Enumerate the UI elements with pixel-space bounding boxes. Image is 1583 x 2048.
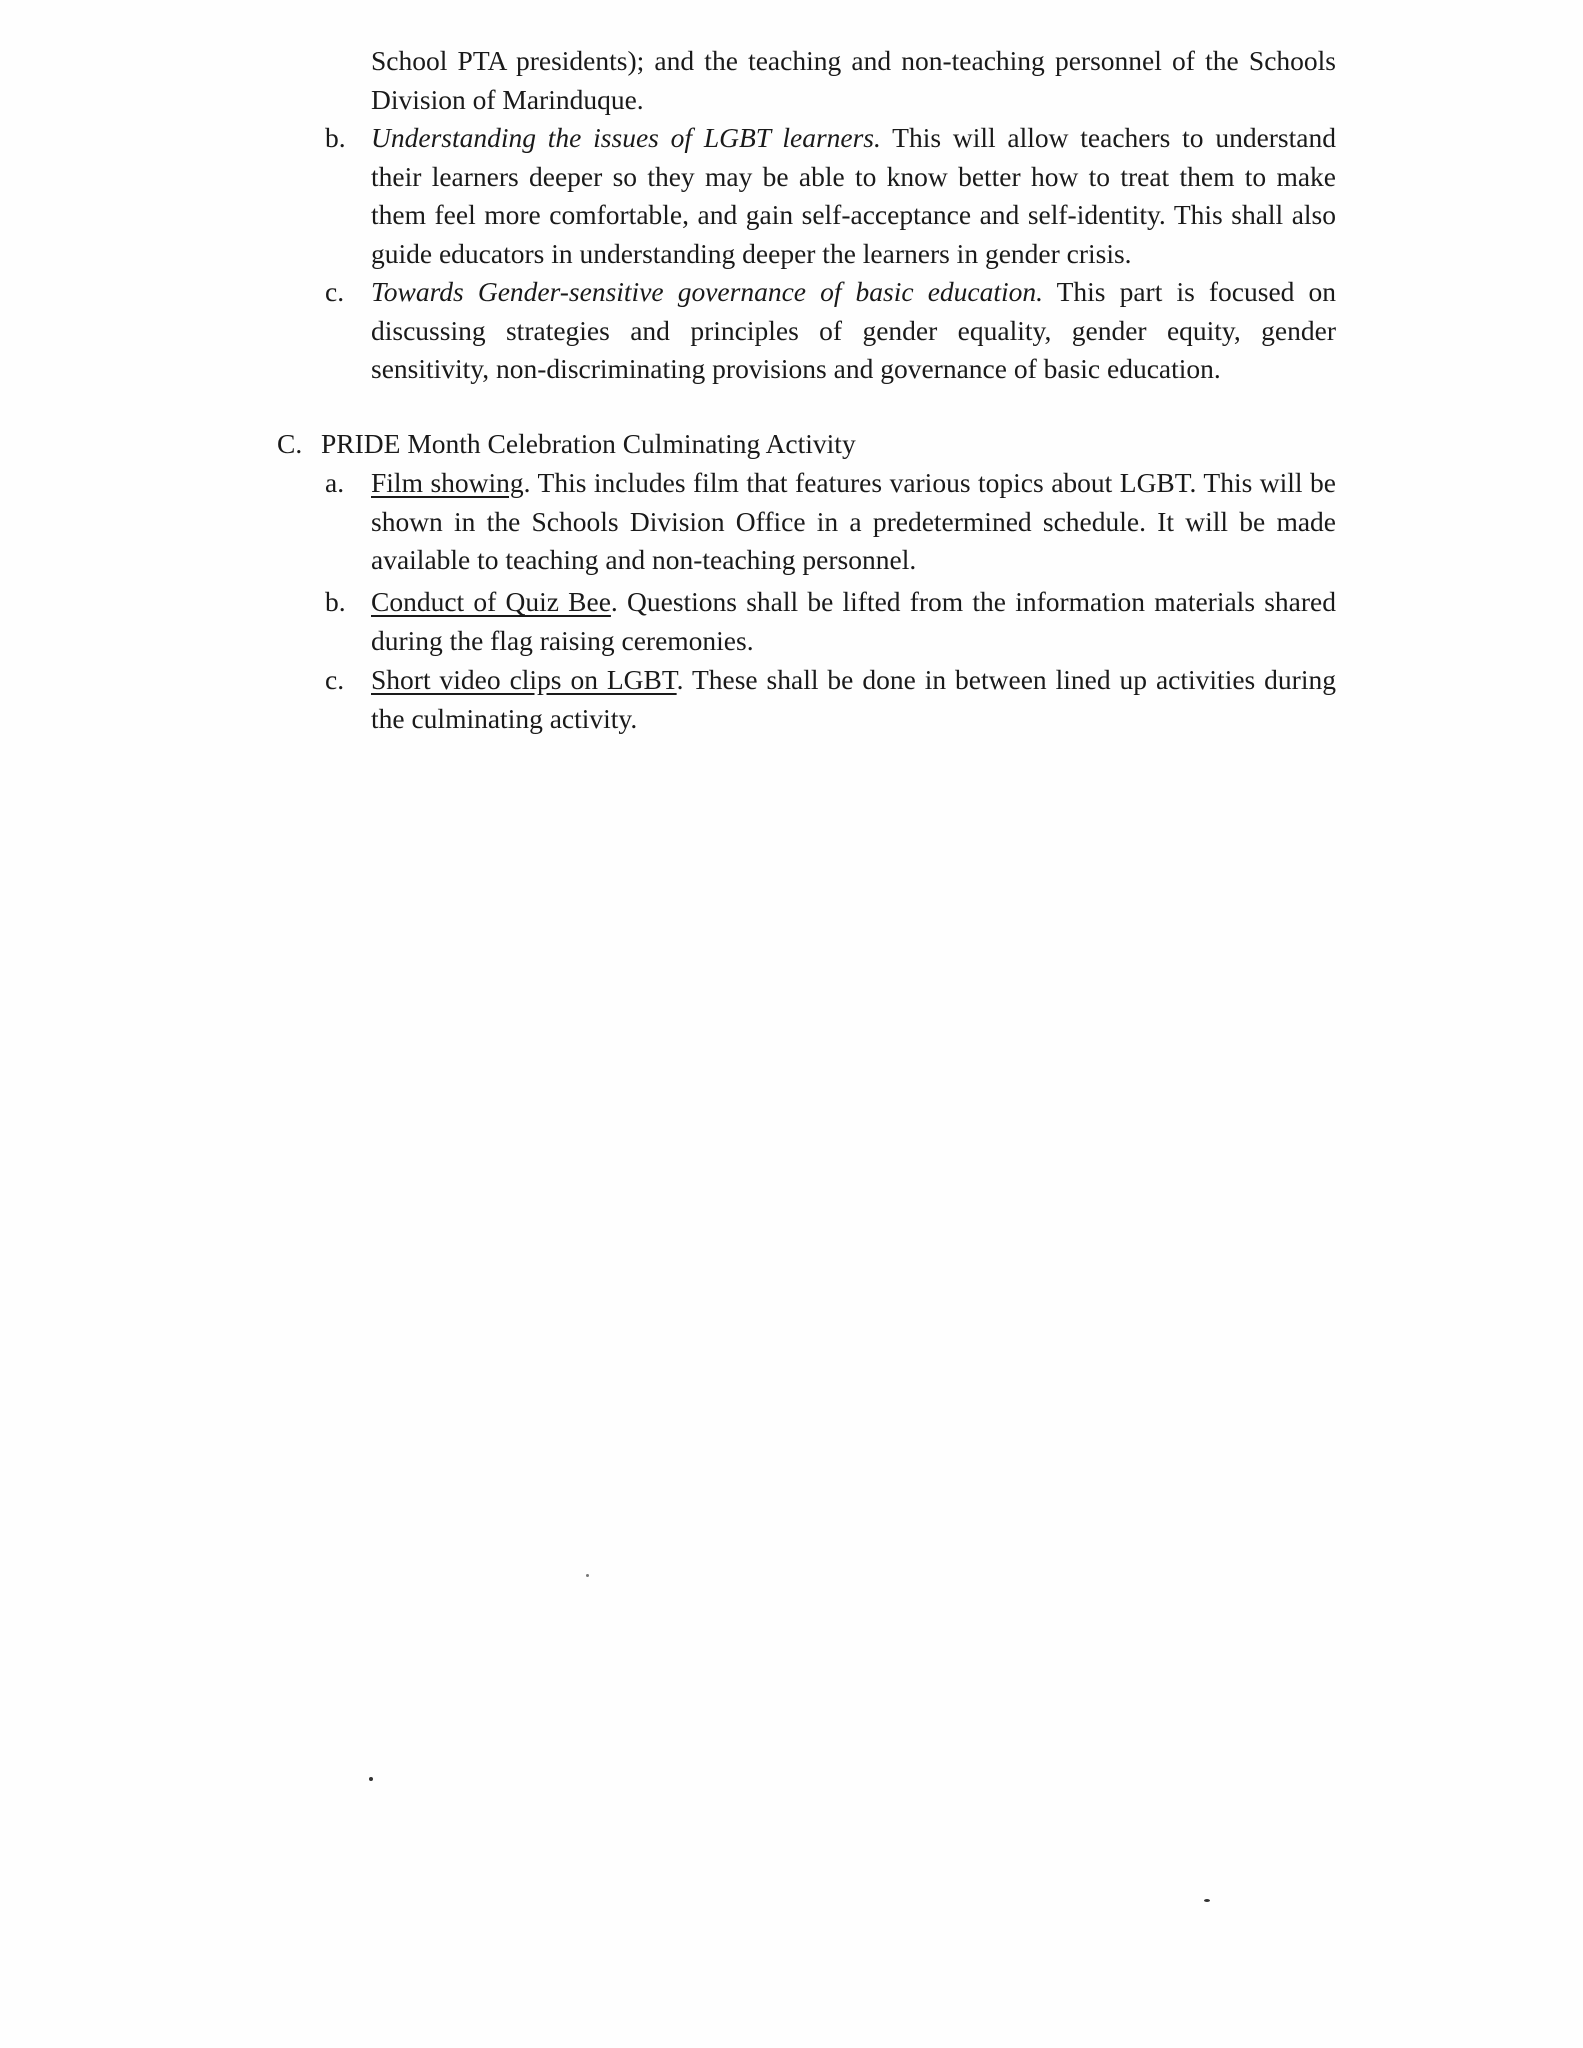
list-item-heading: Towards Gender-sensitive governance of basic education.: [371, 276, 1044, 307]
list-item-heading: Film showing: [371, 467, 524, 498]
section-c-item-a: [325, 464, 1336, 580]
section-c-heading: [277, 425, 1077, 464]
section-marker: C.: [277, 428, 303, 459]
list-marker: a.: [325, 467, 345, 498]
section-title: PRIDE Month Celebration Culminating Activity: [321, 428, 856, 459]
list-item-b: [325, 119, 1336, 273]
list-item-text: This part is focused on discussing strategies and principles of gender equality, gender equity, gender sensitivity, non-discriminating provisions and governance of basic education.: [371, 276, 1336, 384]
list-marker: b.: [325, 122, 346, 153]
list-marker: c.: [325, 276, 345, 307]
section-c-item-c: [325, 661, 1336, 738]
section-c-item-b: [325, 583, 1336, 660]
scan-speck: [369, 1777, 373, 1781]
continuation-paragraph: [371, 42, 1336, 119]
list-item-c: [325, 273, 1336, 389]
list-marker: b.: [325, 586, 346, 617]
scan-speck: [586, 1574, 589, 1577]
continuation-text: School PTA presidents); and the teaching and non-teaching personnel of the Schools Division of Marinduque.: [371, 45, 1336, 115]
list-item-text: . This includes film that features various topics about LGBT. This will be shown in the Schools Division Office in a predetermined schedule. It will be made available to teaching and non-teaching personnel.: [371, 467, 1336, 575]
list-item-text: . Questions shall be lifted from the information materials shared during the flag raising ceremonies.: [371, 586, 1336, 656]
list-item-text: . These shall be done in between lined up activities during the culminating activity.: [371, 664, 1336, 734]
scan-speck: [1204, 1899, 1210, 1902]
list-item-heading: Short video clips on LGBT: [371, 664, 677, 695]
list-item-heading: Understanding the issues of LGBT learners.: [371, 122, 881, 153]
list-item-heading: Conduct of Quiz Bee: [371, 586, 611, 617]
list-item-text: This will allow teachers to understand their learners deeper so they may be able to know better how to treat them to make them feel more comfortable, and gain self-acceptance and self-identity. This shall also guide educators in understanding deeper the learners in gender crisis.: [371, 122, 1336, 269]
list-marker: c.: [325, 664, 345, 695]
